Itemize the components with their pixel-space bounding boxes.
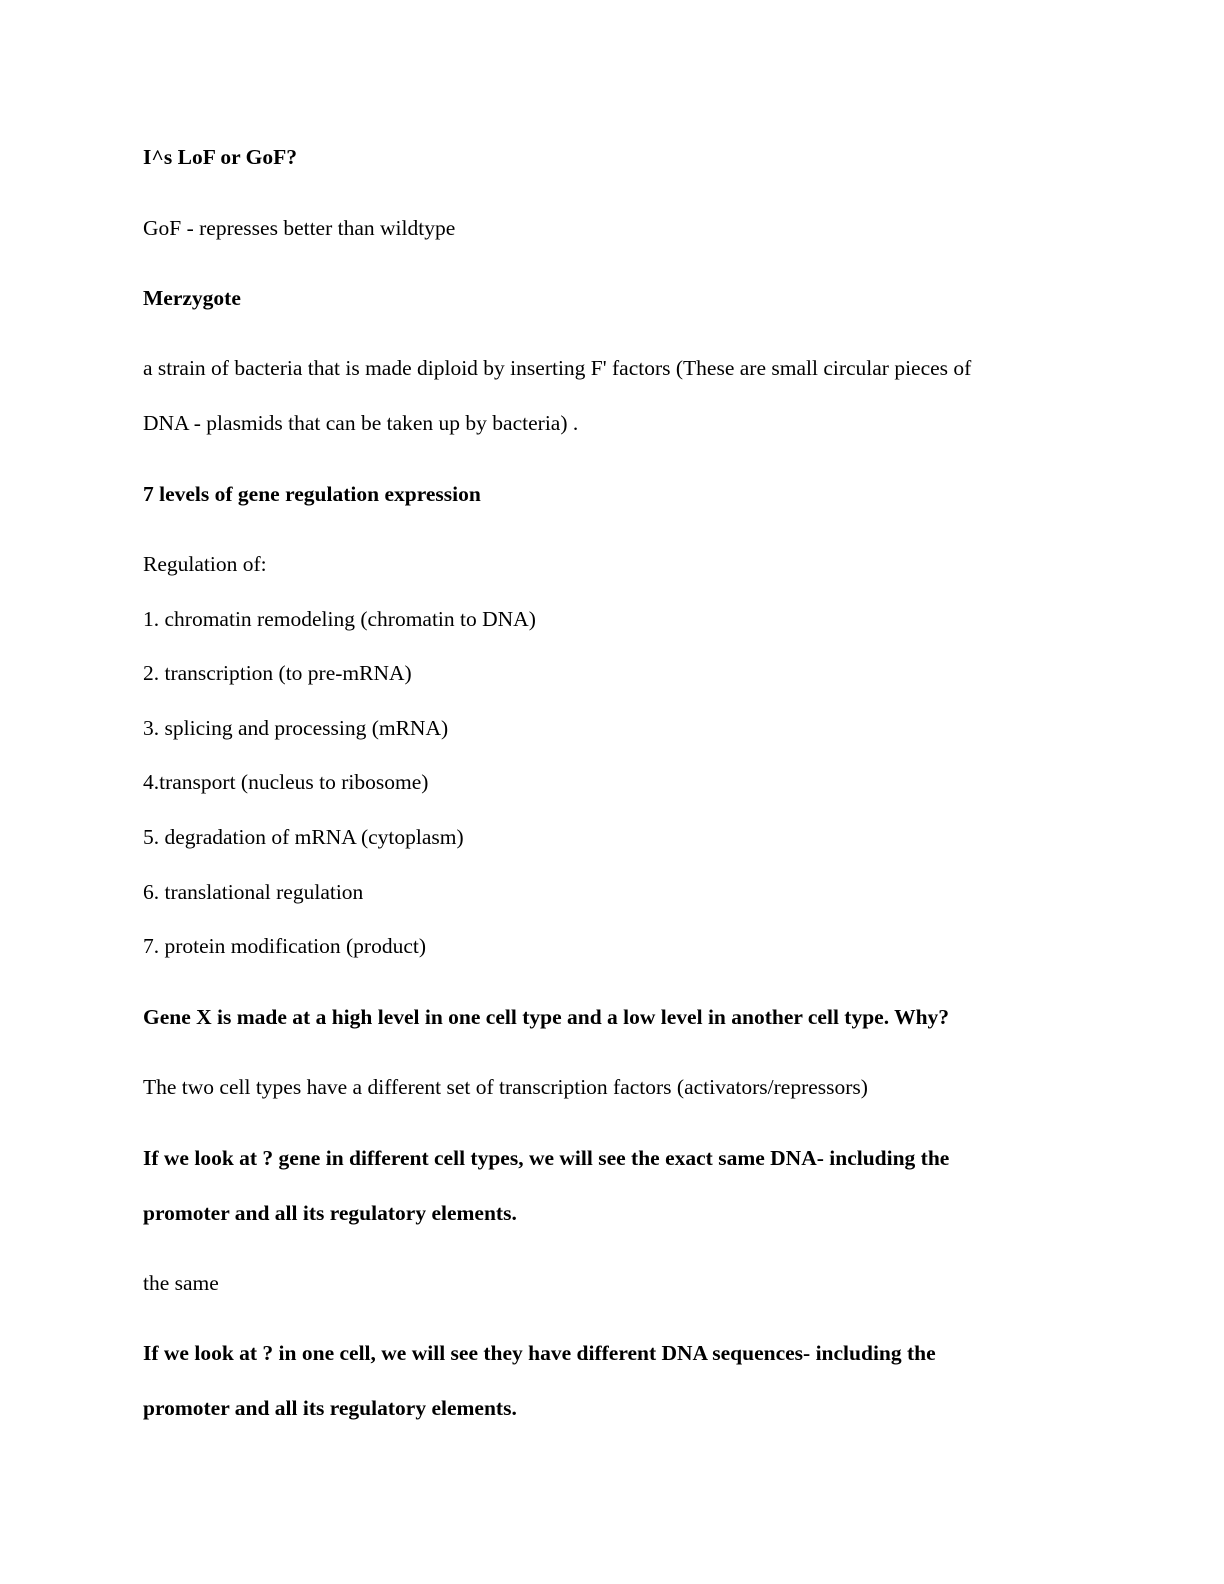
question-heading: Gene X is made at a high level in one cell type and a low level in another cell type. Why? — [143, 1005, 950, 1029]
list-item: 7. protein modification (product) — [143, 934, 427, 958]
question-heading: I^s LoF or GoF? — [143, 145, 298, 169]
list-item: 3. splicing and processing (mRNA) — [143, 716, 449, 740]
question-heading: If we look at ? in one cell, we will see they have different DNA sequences- including the — [143, 1341, 936, 1365]
question-heading: Merzygote — [143, 286, 241, 310]
list-item: 1. chromatin remodeling (chromatin to DNA) — [143, 607, 536, 631]
answer-text: DNA - plasmids that can be taken up by bacteria) . — [143, 411, 579, 435]
list-item: 5. degradation of mRNA (cytoplasm) — [143, 825, 464, 849]
answer-text: The two cell types have a different set of transcription factors (activators/repressors) — [143, 1075, 868, 1099]
answer-text: GoF - represses better than wildtype — [143, 216, 456, 240]
answer-text: a strain of bacteria that is made diploid by inserting F' factors (These are small circular pieces of — [143, 356, 972, 380]
question-heading: promoter and all its regulatory elements. — [143, 1396, 517, 1420]
question-heading: promoter and all its regulatory elements. — [143, 1201, 517, 1225]
question-heading: If we look at ? gene in different cell types, we will see the exact same DNA- including the — [143, 1146, 950, 1170]
answer-text: Regulation of: — [143, 552, 267, 576]
list-item: 2. transcription (to pre-mRNA) — [143, 661, 412, 685]
question-heading: 7 levels of gene regulation expression — [143, 482, 481, 506]
list-item: 6. translational regulation — [143, 880, 364, 904]
answer-text: the same — [143, 1271, 219, 1295]
list-item: 4.transport (nucleus to ribosome) — [143, 770, 429, 794]
